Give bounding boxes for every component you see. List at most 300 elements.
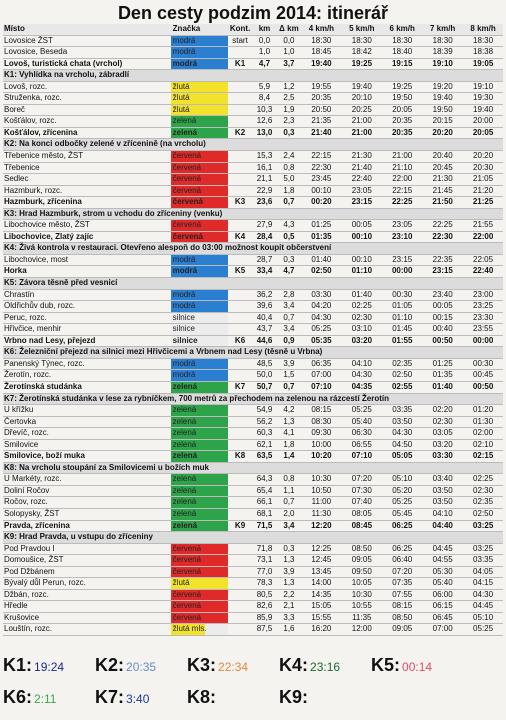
table-cell: 1,4 — [283, 451, 295, 461]
column-header: km — [258, 24, 271, 33]
table-row — [3, 440, 503, 452]
table-cell: 21:35 — [311, 116, 332, 126]
table-cell: 05:25 — [392, 497, 413, 507]
table-cell: Bývalý důl Perun, rozc. — [4, 578, 86, 588]
table-cell: 27,9 — [256, 220, 273, 230]
table-body — [3, 36, 503, 636]
table-cell: Panenský Týnec, rozc. — [4, 358, 85, 368]
column-header: Δ km — [279, 24, 299, 33]
table-cell: Třebenice město, ŽST — [4, 151, 84, 161]
table-cell: 04:45 — [473, 601, 494, 611]
column-header: 6 km/h — [389, 24, 415, 33]
table-cell: 82,6 — [256, 601, 273, 611]
table-cell — [228, 440, 253, 451]
table-cell: 23:55 — [473, 324, 494, 334]
table-cell — [228, 555, 253, 566]
table-cell: 19:40 — [311, 58, 332, 68]
trail-marker: zelená — [171, 509, 228, 520]
table-cell: 19:20 — [432, 81, 453, 91]
table-cell: 01:25 — [432, 358, 453, 368]
table-cell: 22:30 — [432, 231, 453, 241]
table-cell: 03:35 — [473, 555, 494, 565]
table-cell: 23:25 — [473, 301, 494, 311]
table-cell — [228, 151, 253, 162]
table-cell: 00:10 — [351, 254, 372, 264]
trail-marker: zelená — [171, 128, 228, 139]
table-cell: K7 — [234, 381, 246, 391]
table-cell: 04:10 — [432, 508, 453, 518]
table-cell — [228, 105, 253, 116]
table-cell: 2,2 — [283, 589, 295, 599]
trail-marker: zelená — [171, 486, 228, 497]
table-cell: 09:30 — [311, 428, 332, 438]
table-cell: Peruc, rozc. — [4, 312, 47, 322]
table-cell: 1,3 — [283, 416, 295, 426]
table-cell: 73,1 — [256, 555, 273, 565]
table-cell: 02:50 — [473, 508, 494, 518]
table-cell: 22,9 — [256, 185, 273, 195]
trail-marker: zelená — [171, 497, 228, 508]
table-cell: 05:10 — [473, 612, 494, 622]
table-cell: 71,8 — [256, 543, 273, 553]
trail-marker: červená — [171, 555, 228, 566]
table-row — [3, 613, 503, 625]
table-cell: 03:10 — [351, 324, 372, 334]
trail-marker: červená — [171, 544, 228, 555]
table-cell: 07:20 — [351, 474, 372, 484]
checkpoint-time-k8 — [187, 687, 218, 708]
table-cell: 20:40 — [432, 151, 453, 161]
table-cell: Libochovice, Zlatý zajíc — [4, 231, 94, 241]
trail-marker: zelená — [171, 417, 228, 428]
table-cell: 09:05 — [351, 555, 372, 565]
table-cell: 0,3 — [283, 127, 295, 137]
table-cell: 44,6 — [256, 335, 273, 345]
table-cell: 12:20 — [311, 520, 332, 530]
column-header: Značka — [172, 24, 201, 33]
table-cell: 01:40 — [432, 381, 453, 391]
table-cell: 1,8 — [283, 185, 295, 195]
trail-marker: silnice — [171, 324, 228, 335]
table-cell: 18:40 — [392, 47, 413, 57]
table-cell: 40,4 — [256, 312, 273, 322]
table-row — [3, 82, 503, 94]
table-cell: 1,6 — [283, 624, 295, 634]
table-cell: 10:05 — [351, 578, 372, 588]
table-cell: K9 — [234, 520, 246, 530]
table-cell: 3,4 — [283, 324, 295, 334]
table-row — [3, 163, 503, 175]
table-cell: 16,1 — [256, 162, 273, 172]
table-cell: 12,6 — [256, 116, 273, 126]
table-cell: 02:30 — [432, 416, 453, 426]
checkpoint-label: K5: — [371, 655, 401, 675]
table-cell: 00:00 — [391, 266, 413, 276]
table-row — [3, 313, 503, 325]
table-cell: 10:00 — [311, 439, 332, 449]
table-cell: 22:00 — [392, 174, 413, 184]
table-cell: 08:50 — [392, 612, 413, 622]
table-cell: 0,7 — [283, 497, 295, 507]
table-cell: 23:10 — [391, 231, 413, 241]
trail-marker: modrá — [171, 370, 228, 381]
table-cell: Košťálov, rozc. — [4, 116, 57, 126]
page-title: Den cesty podzim 2014: itinerář — [117, 3, 389, 23]
table-row — [3, 47, 503, 59]
table-cell: 4,3 — [283, 220, 295, 230]
table-row — [3, 567, 503, 579]
table-row — [3, 220, 503, 232]
table-cell: 22:40 — [351, 174, 372, 184]
table-cell: 0,9 — [283, 335, 295, 345]
checkpoint-row — [3, 197, 503, 209]
table-cell: 01:40 — [351, 289, 372, 299]
table-cell: Hřivčice, menhir — [4, 324, 62, 334]
table-cell: 19:05 — [472, 58, 494, 68]
table-cell: 06:40 — [392, 555, 413, 565]
table-cell: K3 — [234, 197, 246, 207]
table-cell: 02:20 — [432, 405, 453, 415]
table-cell — [228, 163, 253, 174]
trail-marker: červená — [171, 220, 228, 231]
table-cell: Pod Pravdou I — [4, 543, 55, 553]
table-cell: 22:15 — [392, 185, 413, 195]
table-cell — [228, 220, 253, 231]
table-cell: Smilovice, boží muka — [4, 451, 85, 461]
table-cell: 00:05 — [432, 301, 453, 311]
table-cell: 00:50 — [432, 335, 453, 345]
table-cell — [228, 497, 253, 508]
table-cell: 65,4 — [256, 485, 273, 495]
table-row — [3, 428, 503, 440]
checkpoint-time-k9 — [279, 687, 310, 708]
table-cell: 23:45 — [311, 174, 332, 184]
table-cell: 01:10 — [351, 266, 373, 276]
trail-marker: žlutá — [171, 93, 228, 104]
handwritten-time: 19:24 — [34, 660, 65, 674]
table-cell: 02:50 — [392, 370, 413, 380]
table-cell: 04:45 — [432, 543, 453, 553]
table-cell: 23:15 — [392, 254, 413, 264]
table-cell: 20:35 — [311, 93, 332, 103]
table-cell: 06:45 — [432, 612, 453, 622]
table-row — [3, 174, 503, 186]
trail-marker: červená — [171, 197, 228, 208]
table-cell: 19:25 — [392, 81, 413, 91]
table-cell: 01:25 — [311, 220, 332, 230]
checkpoint-time-k3 — [187, 655, 248, 676]
table-cell: 21:00 — [351, 127, 373, 137]
table-cell: 18:30 — [351, 35, 372, 45]
table-cell: U křížku — [4, 405, 34, 415]
trail-marker: modrá — [171, 47, 228, 58]
table-cell: 20:30 — [473, 162, 494, 172]
table-cell: 2,0 — [283, 508, 295, 518]
table-cell: Džbán, rozc. — [4, 589, 49, 599]
table-cell: 19:40 — [351, 81, 372, 91]
trail-marker: žlutá mls. — [171, 624, 228, 635]
table-cell: 68,1 — [256, 508, 273, 518]
table-cell: 18:30 — [311, 35, 332, 45]
table-row — [3, 417, 503, 429]
table-row — [3, 93, 503, 105]
table-cell: 0,0 — [283, 35, 295, 45]
table-row — [3, 509, 503, 521]
table-cell: 08:45 — [351, 520, 373, 530]
table-cell: 11:35 — [352, 612, 372, 622]
table-cell: Čertovka — [4, 416, 37, 426]
table-cell: Žerotínská studánka — [4, 381, 82, 391]
table-cell: 3,4 — [283, 520, 295, 530]
table-cell: 04:30 — [351, 370, 372, 380]
table-cell: 19:50 — [392, 93, 413, 103]
table-cell — [228, 313, 253, 324]
table-cell: 10:20 — [311, 451, 332, 461]
table-cell: Libochovice, most — [4, 254, 69, 264]
table-cell: 00:10 — [351, 231, 373, 241]
table-cell: 05:05 — [391, 451, 413, 461]
table-row — [3, 36, 503, 48]
table-cell: 09:50 — [351, 566, 372, 576]
table-cell: 20:50 — [311, 104, 332, 114]
table-cell: 01:55 — [391, 335, 413, 345]
checkpoint-time-k1 — [3, 655, 64, 676]
table-cell — [228, 290, 253, 301]
table-cell: 09:05 — [392, 624, 413, 634]
table-cell: 22:00 — [472, 231, 494, 241]
table-cell: 23:00 — [473, 289, 494, 299]
column-header: Místo — [4, 24, 25, 33]
table-cell — [228, 601, 253, 612]
table-cell: 03:50 — [432, 497, 453, 507]
checkpoint-note: K6: Železniční přejezd na silnici mezi Hřivčicemi a Vrbnem nad Lesy (těsně u Vrbna) — [3, 347, 503, 359]
table-cell: 02:30 — [351, 312, 372, 322]
table-cell: 15:05 — [311, 601, 332, 611]
trail-marker: zelená — [171, 521, 228, 532]
checkpoint-label: K3: — [187, 655, 217, 675]
table-cell: 04:10 — [351, 358, 372, 368]
table-cell: Žerotín, rozc. — [4, 370, 52, 380]
table-cell: Ročov, rozc. — [4, 497, 48, 507]
table-cell — [228, 486, 253, 497]
table-cell: 10:30 — [351, 589, 372, 599]
trail-marker: modrá — [171, 36, 228, 47]
trail-marker: zelená — [171, 474, 228, 485]
table-cell: 21,1 — [256, 174, 273, 184]
table-cell — [228, 93, 253, 104]
trail-marker: modrá — [171, 301, 228, 312]
table-cell: 03:05 — [432, 428, 453, 438]
table-cell: 21:00 — [392, 151, 413, 161]
table-cell: Hředle — [4, 601, 28, 611]
trail-marker: červená — [171, 232, 228, 243]
table-cell: 04:30 — [473, 589, 494, 599]
table-cell: 1,2 — [283, 81, 295, 91]
table-cell: 05:25 — [311, 324, 332, 334]
table-cell: 07:40 — [351, 497, 372, 507]
trail-marker: červená — [171, 613, 228, 624]
table-cell: 03:50 — [432, 485, 453, 495]
table-cell: 0,7 — [283, 197, 295, 207]
checkpoint-note: K2: Na konci odbočky zelené v zřícenině (na vrcholu) — [3, 139, 503, 151]
table-cell — [228, 359, 253, 370]
table-cell: 05:20 — [392, 485, 413, 495]
table-cell: 18:39 — [432, 47, 453, 57]
table-cell — [228, 186, 253, 197]
table-cell: 66,1 — [256, 497, 273, 507]
table-cell: 03:20 — [432, 439, 453, 449]
table-cell: Třebenice — [4, 162, 40, 172]
table-cell: 23:05 — [351, 185, 372, 195]
checkpoint-row — [3, 128, 503, 140]
table-cell: K6 — [234, 335, 246, 345]
table-header — [3, 24, 503, 36]
table-cell: 05:45 — [392, 508, 413, 518]
table-cell: U Markéty, rozc. — [4, 474, 62, 484]
table-cell: Domoušice, ŽST — [4, 555, 64, 565]
table-cell: 1,0 — [283, 47, 295, 57]
table-cell: 19:10 — [432, 58, 453, 68]
table-cell: 02:30 — [473, 485, 494, 495]
table-cell: 18:30 — [432, 35, 453, 45]
table-cell: 02:35 — [473, 497, 494, 507]
table-cell: Košťálov, zřícenina — [4, 127, 78, 137]
table-cell: Horka — [4, 266, 27, 276]
table-cell: start — [232, 35, 248, 45]
table-row — [3, 555, 503, 567]
table-cell: 20:45 — [432, 162, 453, 172]
table-row — [3, 186, 503, 198]
table-cell: 56,2 — [256, 416, 273, 426]
table-cell: 06:25 — [392, 543, 413, 553]
column-header: 7 km/h — [429, 24, 456, 33]
table-cell: 07:00 — [311, 370, 332, 380]
table-cell: 08:50 — [351, 543, 372, 553]
table-cell — [228, 417, 253, 428]
table-cell: 21:40 — [351, 162, 372, 172]
handwritten-time: 23:16 — [310, 660, 341, 674]
table-cell: Lovosice, Beseda — [4, 47, 68, 57]
table-cell: Pod Džbánem — [4, 566, 55, 576]
table-cell: 18:38 — [473, 47, 494, 57]
table-cell: 11:30 — [311, 508, 332, 518]
table-cell: 03:50 — [392, 416, 413, 426]
table-cell: 14:35 — [311, 589, 332, 599]
table-cell: 12:00 — [351, 624, 372, 634]
table-cell: 21:20 — [473, 185, 494, 195]
table-cell: 4,2 — [283, 405, 295, 415]
table-cell: 4,7 — [283, 266, 295, 276]
checkpoint-label: K2: — [95, 655, 125, 675]
table-cell: 22:25 — [432, 220, 453, 230]
table-cell — [228, 116, 253, 127]
table-cell — [228, 405, 253, 416]
trail-marker: zelená — [171, 116, 228, 127]
checkpoint-times — [3, 655, 503, 717]
table-row — [3, 359, 503, 371]
table-cell: 20:00 — [473, 116, 494, 126]
column-header: Kont. — [229, 24, 251, 33]
table-cell: 20:35 — [392, 116, 413, 126]
trail-marker: žlutá — [171, 105, 228, 116]
trail-marker: žlutá — [171, 82, 228, 93]
table-row — [3, 590, 503, 602]
table-cell: 4,1 — [283, 428, 295, 438]
table-cell: 71,5 — [256, 520, 273, 530]
table-cell: 3,3 — [283, 612, 295, 622]
table-cell: 0,7 — [283, 312, 295, 322]
table-cell — [228, 370, 253, 381]
table-cell: 08:15 — [311, 405, 332, 415]
checkpoint-row — [3, 382, 503, 394]
table-cell: 22:30 — [311, 162, 332, 172]
table-row — [3, 116, 503, 128]
itinerary-table — [3, 24, 503, 636]
table-cell: 08:05 — [351, 508, 372, 518]
checkpoint-note: K1: Vyhlídka na vrcholu, zábradlí — [3, 70, 503, 82]
trail-marker: zelená — [171, 428, 228, 439]
table-cell: 22:05 — [473, 254, 494, 264]
table-cell: 13,0 — [256, 127, 273, 137]
table-cell: 5,0 — [283, 174, 295, 184]
table-cell: 00:30 — [473, 358, 494, 368]
table-cell: 78,3 — [256, 578, 273, 588]
table-cell: 19:50 — [432, 104, 453, 114]
table-cell: 16:20 — [311, 624, 332, 634]
table-cell: 03:30 — [311, 289, 332, 299]
checkpoint-row — [3, 336, 503, 348]
table-cell: 19:40 — [432, 93, 453, 103]
table-cell: 02:35 — [392, 358, 413, 368]
table-cell: 19:10 — [473, 81, 494, 91]
table-cell: 23,6 — [256, 197, 273, 207]
table-row — [3, 497, 503, 509]
table-cell — [228, 509, 253, 520]
checkpoint-label: K8: — [187, 687, 217, 707]
table-cell — [228, 624, 253, 635]
table-cell: 00:50 — [472, 381, 494, 391]
trail-marker: červená — [171, 174, 228, 185]
table-cell: 00:45 — [473, 370, 494, 380]
table-cell: 28,4 — [256, 231, 273, 241]
table-cell: 2,8 — [283, 289, 295, 299]
table-cell: 07:30 — [351, 485, 372, 495]
checkpoint-row — [3, 521, 503, 533]
table-cell: 21:25 — [472, 197, 494, 207]
table-cell — [228, 567, 253, 578]
table-cell: 20:15 — [432, 116, 453, 126]
checkpoint-row — [3, 451, 503, 463]
table-cell: 07:00 — [432, 624, 453, 634]
table-row — [3, 544, 503, 556]
table-cell: Hazmburk, rozc. — [4, 185, 63, 195]
trail-marker: zelená — [171, 405, 228, 416]
table-cell: Doliní Ročov — [4, 485, 50, 495]
table-cell: Pravda, zřícenina — [4, 520, 70, 530]
table-row — [3, 474, 503, 486]
table-cell: 05:25 — [473, 624, 494, 634]
table-cell: 14:00 — [311, 578, 332, 588]
table-cell: 03:20 — [351, 335, 373, 345]
table-cell: 63,5 — [256, 451, 273, 461]
table-cell: 02:00 — [473, 428, 494, 438]
table-cell: 18:30 — [473, 35, 494, 45]
table-row — [3, 301, 503, 313]
table-cell: 21:30 — [351, 151, 372, 161]
table-cell: 1,8 — [283, 439, 295, 449]
table-cell: 21:45 — [432, 185, 453, 195]
table-cell: 08:15 — [392, 601, 413, 611]
